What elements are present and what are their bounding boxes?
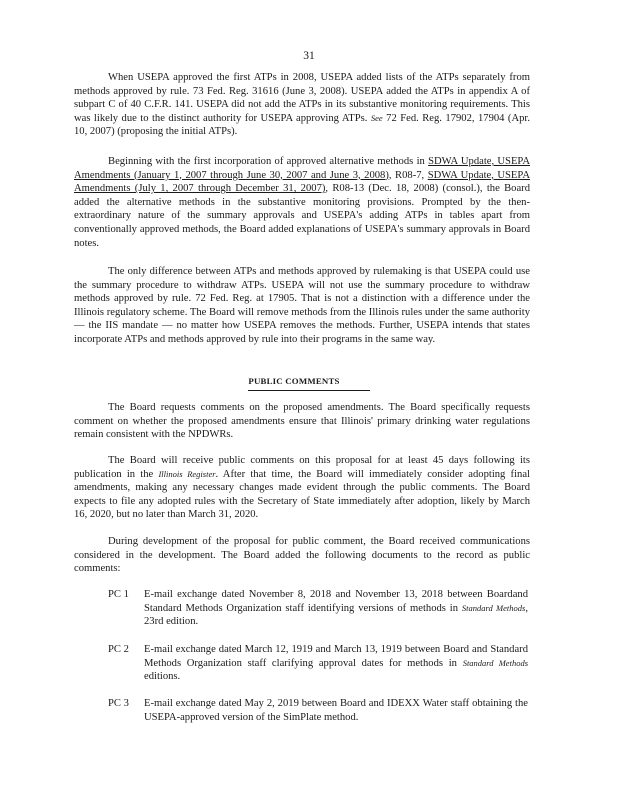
paragraph-text: When USEPA approved the first ATPs in 2008, USEPA added lists of the ATPs separately from methods approved by rule. 73 Fed. Reg. 31616 (June 3, 2008). USEPA added the ATPs in appendix A of subpart C of 40 C.F.R. 141. USEPA did not add the ATPs in its substantive monitoring requirements. This was likely due to the distinct authority for USEPA approving ATPs. [74,72,530,124]
public-comment-text [144,588,528,629]
public-comment-description: E-mail exchange dated March 12, 1919 and March 13, 1919 between Board and Standard Methods Organization staff clarifying approval dates for methods in [144,644,528,669]
public-comment-label: PC 2 [108,644,129,655]
page-number: 31 [303,50,315,62]
citation-signal: See [370,112,383,123]
public-comment-item [108,588,528,629]
paragraph-board-incorporation [74,155,530,250]
publication-title: Standard Methods [462,657,528,668]
paragraph-comment-period [74,454,530,522]
public-comment-text [144,697,528,724]
public-comment-description-end: editions. [144,671,181,683]
paragraph-text: During development of the proposal for public comment, the Board received communications considered in the development. The Board added the following documents to the record as public comments: [74,536,530,575]
paragraph-text: . After that time, the Board will immediately consider adopting final amendments, making any necessary changes made evident through the public comments. The Board expects to file any adopted rules with the Secretary of State immediately after adoption, likely by March 16, 2020, but no later than March 31, 2020. [74,468,530,521]
paragraph-record-documents [74,535,530,576]
public-comment-item [108,643,528,684]
paragraph-text: The only difference between ATPs and methods approved by rulemaking is that USEPA could use the summary procedure to withdraw ATPs. USEPA will not use the summary procedure to withdraw methods approved by rule. 72 Fed. Reg. at 17905. That is not a distinction with a difference under the Illinois regulatory scheme. The Board will remove methods from the Illinois rules under the same authority — the IIS mandate — no matter how USEPA removes the methods. Further, USEPA intends that states incorporate ATPs and methods approved by rule into their programs in the same way. [74,266,530,345]
public-comment-description: E-mail exchange dated May 2, 2019 between Board and IDEXX Water staff obtaining the USEPA-approved version of the SimPlate method. [144,698,528,723]
docket-title-r08-13: SDWA Update, USEPA Amendments (July 1, 2007 through December 31, 2007) [74,169,530,195]
paragraph-text: 72 Fed. Reg. 17902, 17904 (Apr. 10, 2007) (proposing the initial ATPs). [74,112,530,138]
docket-title-r08-7: SDWA Update, USEPA Amendments (January 1, 2007 through June 30, 2007 and June 3, 2008) [74,156,530,181]
paragraph-atp-difference [74,265,530,347]
publication-title: Illinois Register [158,468,216,479]
section-heading [0,375,618,391]
paragraph-text: The Board will receive public comments on this proposal for at least 45 days following its publication in the [74,455,530,480]
public-comment-description: E-mail exchange dated November 8, 2018 and November 13, 2018 between Boardand Standard Methods Organization staff identifying versions of methods in [144,589,528,614]
public-comment-text [144,643,528,684]
paragraph-text: Beginning with the first incorporation of approved alternative methods in [108,156,425,167]
public-comment-label: PC 1 [108,589,129,600]
public-comment-item [108,697,528,724]
paragraph-comment-request [74,401,530,442]
paragraph-text: , R08-7, [388,169,425,181]
paragraph-text: The Board requests comments on the proposed amendments. The Board specifically requests comment on whether the proposed amendments ensure that Illinois' primary drinking water regulations remain consistent with the NPDWRs. [74,402,530,441]
public-comment-description-end: , 23rd edition. [144,602,528,628]
paragraph-atp-history [74,71,530,139]
public-comment-label: PC 3 [108,698,129,709]
paragraph-text: , R08-13 (Dec. 18, 2008) (consol.), the Board added the alternative methods in the substantive monitoring provisions. Prompted by the then-extraordinary nature of the summary approvals and USEPA's adding ATPs in tables apart from conventionally approved methods, the Board added explanations of USEPA's summary approvals in Board notes. [74,183,530,249]
publication-title: Standard Methods [461,602,526,613]
section-heading-text: PUBLIC COMMENTS [248,375,369,391]
